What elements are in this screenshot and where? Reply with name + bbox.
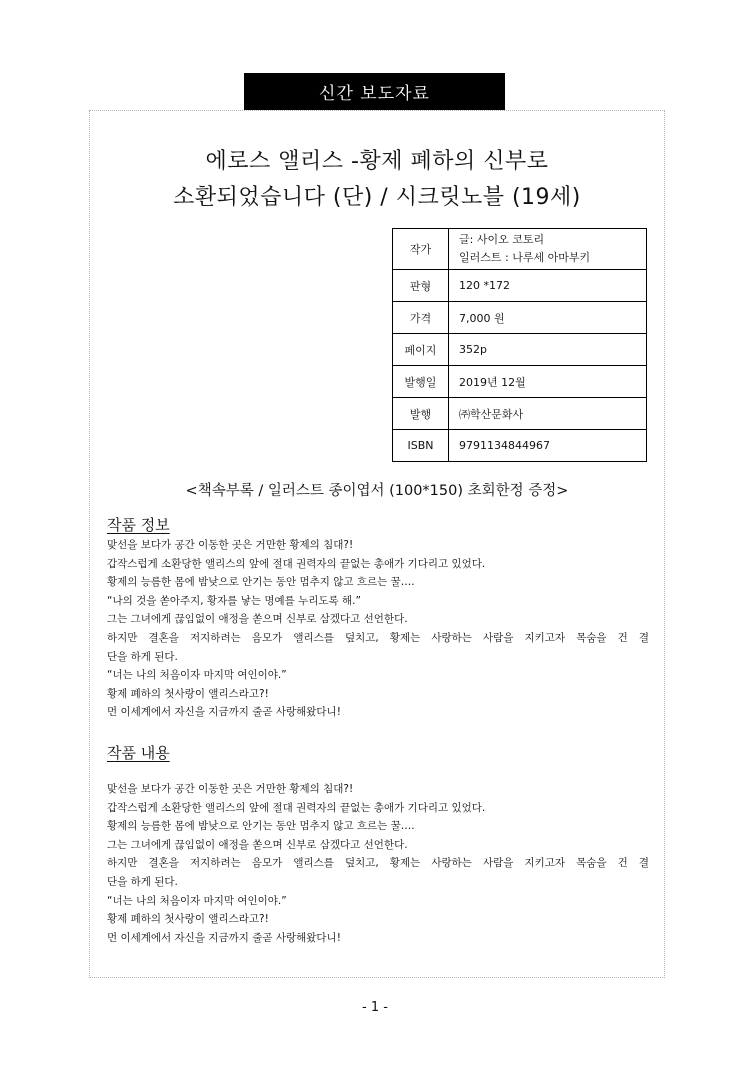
info-value-illustrator: 일러스트 : 나루세 아마부키 — [459, 251, 591, 264]
section-heading-content: 작품 내용 — [107, 744, 170, 762]
book-title-line-2: 소환되었습니다 (단) / 시크릿노블 (19세) — [173, 185, 581, 210]
body-line: 황제의 능름한 몸에 밤낮으로 안기는 동안 멈추지 않고 흐르는 꿀…. — [107, 576, 415, 589]
info-value: 2019년 12월 — [449, 366, 647, 398]
section-body-info — [107, 536, 649, 722]
body-line: 먼 이세계에서 자신을 지금까지 줄곧 사랑해왔다니! — [107, 706, 341, 719]
body-line: “너는 나의 처음이자 마지막 여인이야.” — [107, 669, 287, 682]
body-line: “너는 나의 처음이자 마지막 여인이야.” — [107, 894, 287, 907]
supplement-notice: <책속부록 / 일러스트 종이엽서 (100*150) 초회한정 증정> — [185, 483, 569, 499]
body-line: 황제 폐하의 첫사랑이 앨리스라고?! — [107, 913, 269, 926]
body-line: 하지만 결혼을 저지하려는 음모가 앨리스를 덮치고, 황제는 사랑하는 사람을 지키고자 목숨을 건 결 — [107, 631, 649, 644]
info-row-pages — [393, 334, 647, 366]
body-line: “나의 것을 쏟아주지, 황자를 낳는 명예를 누리도록 해.” — [107, 594, 361, 607]
info-row-isbn — [393, 430, 647, 462]
section-heading-info: 작품 정보 — [107, 516, 170, 534]
info-value: 7,000 원 — [449, 302, 647, 334]
info-key: 페이지 — [393, 334, 449, 366]
info-row-author — [393, 229, 647, 270]
body-line: 그는 그녀에게 끊임없이 애정을 쏟으며 신부로 삼겠다고 선언한다. — [107, 838, 408, 851]
info-row-publisher — [393, 398, 647, 430]
body-line: 황제 폐하의 첫사랑이 앨리스라고?! — [107, 687, 269, 700]
body-line: 하지만 결혼을 저지하려는 음모가 앨리스를 덮치고, 황제는 사랑하는 사람을 지키고자 목숨을 건 결 — [107, 857, 649, 870]
page-number: - 1 - — [362, 1000, 388, 1015]
info-value: 9791134844967 — [449, 430, 647, 462]
info-key: 가격 — [393, 302, 449, 334]
body-line: 그는 그녀에게 끊임없이 애정을 쏟으며 신부로 삼겠다고 선언한다. — [107, 613, 408, 626]
info-row-publish-date — [393, 366, 647, 398]
section-body-content — [107, 780, 649, 947]
info-key: 발행일 — [393, 366, 449, 398]
book-title-line-1: 에로스 앨리스 -황제 폐하의 신부로 — [205, 149, 549, 174]
body-line: 단을 하게 된다. — [107, 875, 178, 888]
body-line: 황제의 능름한 몸에 밤낮으로 안기는 동안 멈추지 않고 흐르는 꿀…. — [107, 820, 415, 833]
body-line: 맞선을 보다가 공간 이동한 곳은 거만한 황제의 침대?! — [107, 783, 354, 795]
info-value: 352p — [449, 334, 647, 366]
info-value: ㈜학산문화사 — [449, 398, 647, 430]
book-info-table — [392, 228, 647, 462]
info-value: 120 *172 — [449, 270, 647, 302]
info-key: 판형 — [393, 270, 449, 302]
document-header-label: 신간 보도자료 — [244, 73, 505, 110]
body-line: 갑작스럽게 소환당한 앨리스의 앞에 절대 권력자의 끝없는 총애가 기다리고 있었다. — [107, 801, 486, 814]
info-value — [449, 229, 647, 270]
info-key: 작가 — [393, 229, 449, 270]
info-row-format — [393, 270, 647, 302]
body-line: 맞선을 보다가 공간 이동한 곳은 거만한 황제의 침대?! — [107, 539, 354, 551]
info-key: ISBN — [393, 430, 449, 462]
body-line: 단을 하게 된다. — [107, 650, 178, 663]
info-row-price — [393, 302, 647, 334]
info-value-writer: 글: 사이오 코토리 — [459, 233, 545, 246]
body-line: 갑작스럽게 소환당한 앨리스의 앞에 절대 권력자의 끝없는 총애가 기다리고 있었다. — [107, 557, 486, 570]
info-key: 발행 — [393, 398, 449, 430]
body-line: 먼 이세계에서 자신을 지금까지 줄곧 사랑해왔다니! — [107, 931, 341, 944]
